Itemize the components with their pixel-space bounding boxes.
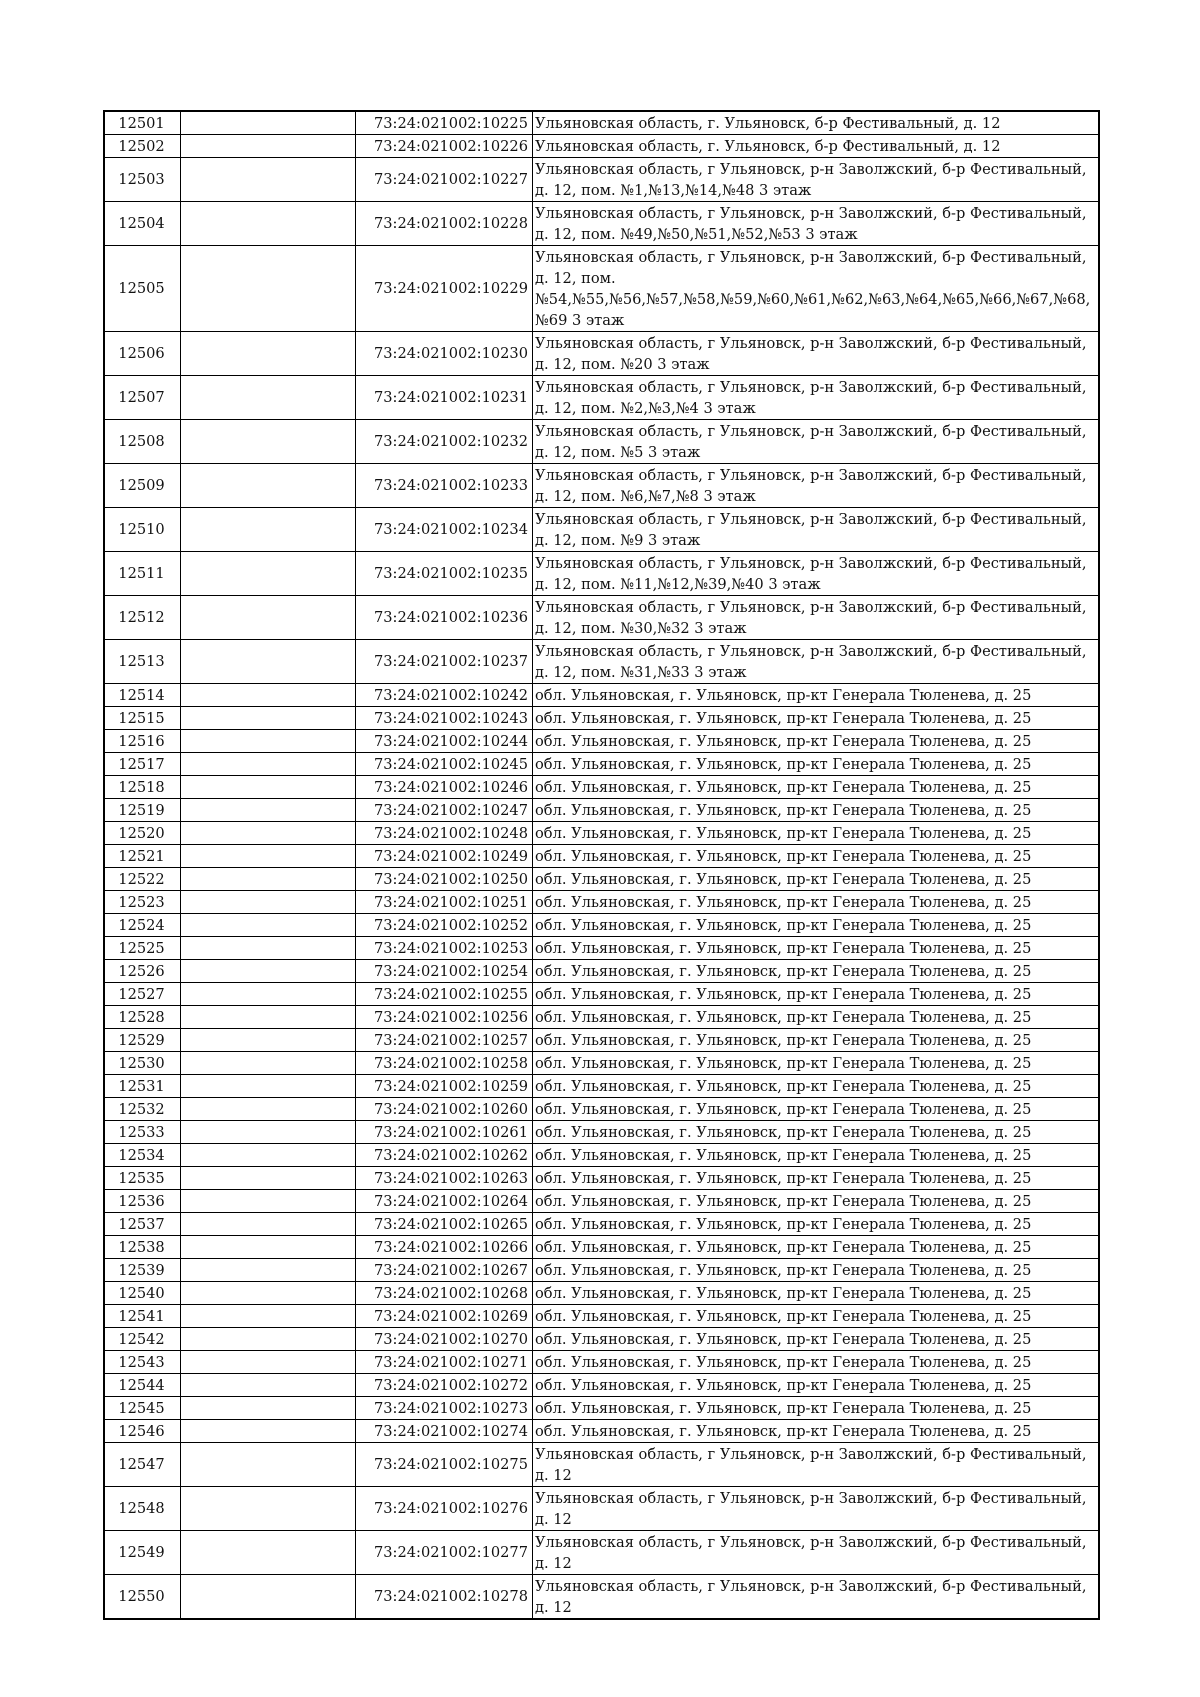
- cadastral-number: 73:24:021002:10259: [356, 1075, 533, 1098]
- table-row: [104, 158, 1099, 202]
- table-row: [104, 1351, 1099, 1374]
- cadastral-number: 73:24:021002:10265: [356, 1213, 533, 1236]
- row-number: 12517: [104, 753, 181, 776]
- cadastral-number: 73:24:021002:10255: [356, 983, 533, 1006]
- cadastral-number: 73:24:021002:10274: [356, 1420, 533, 1443]
- address: Ульяновская область, г Ульяновск, р-н Заволжский, б-р Фестивальный, д. 12, пом. №30,№32 3 этаж: [533, 596, 1100, 640]
- row-blank-cell: [181, 1029, 356, 1052]
- table-row: [104, 1121, 1099, 1144]
- row-blank-cell: [181, 640, 356, 684]
- row-blank-cell: [181, 1167, 356, 1190]
- address: Ульяновская область, г Ульяновск, р-н Заволжский, б-р Фестивальный, д. 12, пом. №1,№13,№14,№48 3 этаж: [533, 158, 1100, 202]
- row-number: 12511: [104, 552, 181, 596]
- address: обл. Ульяновская, г. Ульяновск, пр-кт Генерала Тюленева, д. 25: [533, 960, 1100, 983]
- address: обл. Ульяновская, г. Ульяновск, пр-кт Генерала Тюленева, д. 25: [533, 1397, 1100, 1420]
- table-row: [104, 960, 1099, 983]
- row-blank-cell: [181, 1305, 356, 1328]
- row-blank-cell: [181, 135, 356, 158]
- row-blank-cell: [181, 730, 356, 753]
- row-number: 12548: [104, 1487, 181, 1531]
- cadastral-number: 73:24:021002:10236: [356, 596, 533, 640]
- row-number: 12542: [104, 1328, 181, 1351]
- row-number: 12504: [104, 202, 181, 246]
- row-blank-cell: [181, 1075, 356, 1098]
- cadastral-number: 73:24:021002:10277: [356, 1531, 533, 1575]
- cadastral-number: 73:24:021002:10272: [356, 1374, 533, 1397]
- cadastral-number: 73:24:021002:10247: [356, 799, 533, 822]
- address: Ульяновская область, г Ульяновск, р-н Заволжский, б-р Фестивальный, д. 12, пом. №49,№50,№51,№52,№53 3 этаж: [533, 202, 1100, 246]
- table-row: [104, 845, 1099, 868]
- row-number: 12541: [104, 1305, 181, 1328]
- row-blank-cell: [181, 1575, 356, 1620]
- address: Ульяновская область, г Ульяновск, р-н Заволжский, б-р Фестивальный, д. 12, пом. №54,№55,№56,№57,№58,№59,№60,№61,№62,№63,№64,№65,№66,№67,№68,№69 3 этаж: [533, 246, 1100, 332]
- row-blank-cell: [181, 799, 356, 822]
- address: Ульяновская область, г Ульяновск, р-н Заволжский, б-р Фестивальный, д. 12: [533, 1487, 1100, 1531]
- table-row: [104, 1236, 1099, 1259]
- table-row: [104, 707, 1099, 730]
- row-blank-cell: [181, 1374, 356, 1397]
- row-blank-cell: [181, 1098, 356, 1121]
- address: обл. Ульяновская, г. Ульяновск, пр-кт Генерала Тюленева, д. 25: [533, 753, 1100, 776]
- address: Ульяновская область, г Ульяновск, р-н Заволжский, б-р Фестивальный, д. 12: [533, 1531, 1100, 1575]
- registry-body: [104, 111, 1099, 1619]
- row-number: 12514: [104, 684, 181, 707]
- row-number: 12528: [104, 1006, 181, 1029]
- table-row: [104, 111, 1099, 135]
- address: Ульяновская область, г Ульяновск, р-н Заволжский, б-р Фестивальный, д. 12, пом. №6,№7,№8 3 этаж: [533, 464, 1100, 508]
- table-row: [104, 1213, 1099, 1236]
- row-blank-cell: [181, 845, 356, 868]
- cadastral-number: 73:24:021002:10266: [356, 1236, 533, 1259]
- row-number: 12550: [104, 1575, 181, 1620]
- table-row: [104, 135, 1099, 158]
- cadastral-number: 73:24:021002:10256: [356, 1006, 533, 1029]
- table-row: [104, 1282, 1099, 1305]
- row-blank-cell: [181, 1397, 356, 1420]
- row-blank-cell: [181, 1144, 356, 1167]
- table-row: [104, 730, 1099, 753]
- row-number: 12533: [104, 1121, 181, 1144]
- address: обл. Ульяновская, г. Ульяновск, пр-кт Генерала Тюленева, д. 25: [533, 1006, 1100, 1029]
- table-row: [104, 246, 1099, 332]
- cadastral-number: 73:24:021002:10234: [356, 508, 533, 552]
- address: обл. Ульяновская, г. Ульяновск, пр-кт Генерала Тюленева, д. 25: [533, 799, 1100, 822]
- address: обл. Ульяновская, г. Ульяновск, пр-кт Генерала Тюленева, д. 25: [533, 937, 1100, 960]
- row-blank-cell: [181, 332, 356, 376]
- row-number: 12549: [104, 1531, 181, 1575]
- row-number: 12536: [104, 1190, 181, 1213]
- cadastral-number: 73:24:021002:10233: [356, 464, 533, 508]
- address: обл. Ульяновская, г. Ульяновск, пр-кт Генерала Тюленева, д. 25: [533, 1213, 1100, 1236]
- address: обл. Ульяновская, г. Ульяновск, пр-кт Генерала Тюленева, д. 25: [533, 868, 1100, 891]
- table-row: [104, 1575, 1099, 1620]
- address: Ульяновская область, г Ульяновск, р-н Заволжский, б-р Фестивальный, д. 12, пом. №9 3 этаж: [533, 508, 1100, 552]
- table-row: [104, 1144, 1099, 1167]
- table-row: [104, 1487, 1099, 1531]
- row-blank-cell: [181, 1190, 356, 1213]
- table-row: [104, 1305, 1099, 1328]
- table-row: [104, 1443, 1099, 1487]
- table-row: [104, 508, 1099, 552]
- row-number: 12524: [104, 914, 181, 937]
- row-blank-cell: [181, 1121, 356, 1144]
- row-blank-cell: [181, 508, 356, 552]
- cadastral-number: 73:24:021002:10228: [356, 202, 533, 246]
- table-row: [104, 937, 1099, 960]
- row-number: 12534: [104, 1144, 181, 1167]
- table-row: [104, 1420, 1099, 1443]
- row-blank-cell: [181, 596, 356, 640]
- address: обл. Ульяновская, г. Ульяновск, пр-кт Генерала Тюленева, д. 25: [533, 1121, 1100, 1144]
- cadastral-number: 73:24:021002:10229: [356, 246, 533, 332]
- table-row: [104, 596, 1099, 640]
- cadastral-number: 73:24:021002:10278: [356, 1575, 533, 1620]
- address: Ульяновская область, г Ульяновск, р-н Заволжский, б-р Фестивальный, д. 12: [533, 1575, 1100, 1620]
- cadastral-number: 73:24:021002:10250: [356, 868, 533, 891]
- cadastral-number: 73:24:021002:10268: [356, 1282, 533, 1305]
- row-blank-cell: [181, 1052, 356, 1075]
- cadastral-number: 73:24:021002:10258: [356, 1052, 533, 1075]
- row-blank-cell: [181, 1259, 356, 1282]
- table-row: [104, 868, 1099, 891]
- cadastral-number: 73:24:021002:10271: [356, 1351, 533, 1374]
- table-row: [104, 202, 1099, 246]
- row-number: 12529: [104, 1029, 181, 1052]
- row-number: 12535: [104, 1167, 181, 1190]
- address: Ульяновская область, г Ульяновск, р-н Заволжский, б-р Фестивальный, д. 12, пом. №11,№12,№39,№40 3 этаж: [533, 552, 1100, 596]
- row-blank-cell: [181, 158, 356, 202]
- address: обл. Ульяновская, г. Ульяновск, пр-кт Генерала Тюленева, д. 25: [533, 1351, 1100, 1374]
- row-blank-cell: [181, 753, 356, 776]
- cadastral-number: 73:24:021002:10227: [356, 158, 533, 202]
- row-blank-cell: [181, 776, 356, 799]
- address: обл. Ульяновская, г. Ульяновск, пр-кт Генерала Тюленева, д. 25: [533, 1190, 1100, 1213]
- row-number: 12546: [104, 1420, 181, 1443]
- row-blank-cell: [181, 983, 356, 1006]
- row-number: 12545: [104, 1397, 181, 1420]
- cadastral-number: 73:24:021002:10248: [356, 822, 533, 845]
- cadastral-number: 73:24:021002:10245: [356, 753, 533, 776]
- address: Ульяновская область, г Ульяновск, р-н Заволжский, б-р Фестивальный, д. 12: [533, 1443, 1100, 1487]
- row-blank-cell: [181, 111, 356, 135]
- row-blank-cell: [181, 1351, 356, 1374]
- address: обл. Ульяновская, г. Ульяновск, пр-кт Генерала Тюленева, д. 25: [533, 822, 1100, 845]
- registry-table: [103, 110, 1100, 1620]
- row-number: 12509: [104, 464, 181, 508]
- row-number: 12503: [104, 158, 181, 202]
- row-number: 12518: [104, 776, 181, 799]
- cadastral-number: 73:24:021002:10273: [356, 1397, 533, 1420]
- cadastral-number: 73:24:021002:10262: [356, 1144, 533, 1167]
- table-row: [104, 891, 1099, 914]
- table-row: [104, 420, 1099, 464]
- row-blank-cell: [181, 552, 356, 596]
- row-blank-cell: [181, 1487, 356, 1531]
- table-row: [104, 332, 1099, 376]
- cadastral-number: 73:24:021002:10275: [356, 1443, 533, 1487]
- row-blank-cell: [181, 1282, 356, 1305]
- cadastral-number: 73:24:021002:10232: [356, 420, 533, 464]
- table-row: [104, 1075, 1099, 1098]
- cadastral-number: 73:24:021002:10244: [356, 730, 533, 753]
- row-blank-cell: [181, 1236, 356, 1259]
- address: обл. Ульяновская, г. Ульяновск, пр-кт Генерала Тюленева, д. 25: [533, 1098, 1100, 1121]
- cadastral-number: 73:24:021002:10269: [356, 1305, 533, 1328]
- row-blank-cell: [181, 1006, 356, 1029]
- cadastral-number: 73:24:021002:10270: [356, 1328, 533, 1351]
- row-number: 12522: [104, 868, 181, 891]
- row-number: 12525: [104, 937, 181, 960]
- table-row: [104, 776, 1099, 799]
- row-blank-cell: [181, 202, 356, 246]
- table-row: [104, 1006, 1099, 1029]
- table-row: [104, 914, 1099, 937]
- table-row: [104, 1098, 1099, 1121]
- row-number: 12510: [104, 508, 181, 552]
- cadastral-number: 73:24:021002:10254: [356, 960, 533, 983]
- row-blank-cell: [181, 1213, 356, 1236]
- cadastral-number: 73:24:021002:10264: [356, 1190, 533, 1213]
- row-number: 12502: [104, 135, 181, 158]
- cadastral-number: 73:24:021002:10252: [356, 914, 533, 937]
- cadastral-number: 73:24:021002:10276: [356, 1487, 533, 1531]
- row-blank-cell: [181, 960, 356, 983]
- address: Ульяновская область, г. Ульяновск, б-р Фестивальный, д. 12: [533, 135, 1100, 158]
- address: обл. Ульяновская, г. Ульяновск, пр-кт Генерала Тюленева, д. 25: [533, 776, 1100, 799]
- address: обл. Ульяновская, г. Ульяновск, пр-кт Генерала Тюленева, д. 25: [533, 1236, 1100, 1259]
- cadastral-number: 73:24:021002:10230: [356, 332, 533, 376]
- row-number: 12523: [104, 891, 181, 914]
- address: обл. Ульяновская, г. Ульяновск, пр-кт Генерала Тюленева, д. 25: [533, 1167, 1100, 1190]
- row-blank-cell: [181, 937, 356, 960]
- address: Ульяновская область, г Ульяновск, р-н Заволжский, б-р Фестивальный, д. 12, пом. №20 3 этаж: [533, 332, 1100, 376]
- cadastral-number: 73:24:021002:10260: [356, 1098, 533, 1121]
- row-number: 12526: [104, 960, 181, 983]
- row-blank-cell: [181, 1531, 356, 1575]
- table-row: [104, 1328, 1099, 1351]
- row-number: 12520: [104, 822, 181, 845]
- address: обл. Ульяновская, г. Ульяновск, пр-кт Генерала Тюленева, д. 25: [533, 891, 1100, 914]
- row-number: 12515: [104, 707, 181, 730]
- table-row: [104, 464, 1099, 508]
- address: обл. Ульяновская, г. Ульяновск, пр-кт Генерала Тюленева, д. 25: [533, 1328, 1100, 1351]
- row-blank-cell: [181, 376, 356, 420]
- row-number: 12532: [104, 1098, 181, 1121]
- row-number: 12538: [104, 1236, 181, 1259]
- row-number: 12516: [104, 730, 181, 753]
- table-row: [104, 799, 1099, 822]
- row-blank-cell: [181, 684, 356, 707]
- address: обл. Ульяновская, г. Ульяновск, пр-кт Генерала Тюленева, д. 25: [533, 684, 1100, 707]
- row-number: 12506: [104, 332, 181, 376]
- table-row: [104, 1029, 1099, 1052]
- address: обл. Ульяновская, г. Ульяновск, пр-кт Генерала Тюленева, д. 25: [533, 1144, 1100, 1167]
- address: обл. Ульяновская, г. Ульяновск, пр-кт Генерала Тюленева, д. 25: [533, 1420, 1100, 1443]
- table-row: [104, 1397, 1099, 1420]
- address: обл. Ульяновская, г. Ульяновск, пр-кт Генерала Тюленева, д. 25: [533, 845, 1100, 868]
- row-blank-cell: [181, 464, 356, 508]
- table-row: [104, 1167, 1099, 1190]
- row-number: 12544: [104, 1374, 181, 1397]
- address: обл. Ульяновская, г. Ульяновск, пр-кт Генерала Тюленева, д. 25: [533, 1374, 1100, 1397]
- address: Ульяновская область, г Ульяновск, р-н Заволжский, б-р Фестивальный, д. 12, пом. №5 3 этаж: [533, 420, 1100, 464]
- row-blank-cell: [181, 1420, 356, 1443]
- row-number: 12543: [104, 1351, 181, 1374]
- row-number: 12521: [104, 845, 181, 868]
- table-row: [104, 753, 1099, 776]
- row-number: 12540: [104, 1282, 181, 1305]
- address: обл. Ульяновская, г. Ульяновск, пр-кт Генерала Тюленева, д. 25: [533, 730, 1100, 753]
- cadastral-number: 73:24:021002:10243: [356, 707, 533, 730]
- table-row: [104, 376, 1099, 420]
- address: обл. Ульяновская, г. Ульяновск, пр-кт Генерала Тюленева, д. 25: [533, 1305, 1100, 1328]
- row-number: 12547: [104, 1443, 181, 1487]
- row-number: 12501: [104, 111, 181, 135]
- table-row: [104, 552, 1099, 596]
- cadastral-number: 73:24:021002:10225: [356, 111, 533, 135]
- table-row: [104, 640, 1099, 684]
- address: обл. Ульяновская, г. Ульяновск, пр-кт Генерала Тюленева, д. 25: [533, 1282, 1100, 1305]
- cadastral-number: 73:24:021002:10251: [356, 891, 533, 914]
- row-number: 12512: [104, 596, 181, 640]
- cadastral-number: 73:24:021002:10261: [356, 1121, 533, 1144]
- row-blank-cell: [181, 891, 356, 914]
- address: обл. Ульяновская, г. Ульяновск, пр-кт Генерала Тюленева, д. 25: [533, 983, 1100, 1006]
- cadastral-number: 73:24:021002:10263: [356, 1167, 533, 1190]
- cadastral-number: 73:24:021002:10249: [356, 845, 533, 868]
- row-blank-cell: [181, 1443, 356, 1487]
- table-row: [104, 684, 1099, 707]
- cadastral-number: 73:24:021002:10257: [356, 1029, 533, 1052]
- address: обл. Ульяновская, г. Ульяновск, пр-кт Генерала Тюленева, д. 25: [533, 1052, 1100, 1075]
- table-row: [104, 983, 1099, 1006]
- row-number: 12531: [104, 1075, 181, 1098]
- cadastral-number: 73:24:021002:10237: [356, 640, 533, 684]
- cadastral-number: 73:24:021002:10235: [356, 552, 533, 596]
- table-row: [104, 1259, 1099, 1282]
- address: Ульяновская область, г Ульяновск, р-н Заволжский, б-р Фестивальный, д. 12, пом. №2,№3,№4 3 этаж: [533, 376, 1100, 420]
- address: обл. Ульяновская, г. Ульяновск, пр-кт Генерала Тюленева, д. 25: [533, 1259, 1100, 1282]
- table-row: [104, 1190, 1099, 1213]
- cadastral-number: 73:24:021002:10231: [356, 376, 533, 420]
- row-number: 12537: [104, 1213, 181, 1236]
- row-number: 12508: [104, 420, 181, 464]
- address: Ульяновская область, г Ульяновск, р-н Заволжский, б-р Фестивальный, д. 12, пом. №31,№33 3 этаж: [533, 640, 1100, 684]
- row-blank-cell: [181, 868, 356, 891]
- row-blank-cell: [181, 1328, 356, 1351]
- row-blank-cell: [181, 822, 356, 845]
- cadastral-number: 73:24:021002:10226: [356, 135, 533, 158]
- table-row: [104, 1374, 1099, 1397]
- cadastral-number: 73:24:021002:10267: [356, 1259, 533, 1282]
- row-number: 12505: [104, 246, 181, 332]
- address: обл. Ульяновская, г. Ульяновск, пр-кт Генерала Тюленева, д. 25: [533, 1029, 1100, 1052]
- cadastral-number: 73:24:021002:10246: [356, 776, 533, 799]
- row-blank-cell: [181, 420, 356, 464]
- cadastral-number: 73:24:021002:10253: [356, 937, 533, 960]
- row-number: 12539: [104, 1259, 181, 1282]
- table-row: [104, 822, 1099, 845]
- row-number: 12513: [104, 640, 181, 684]
- address: Ульяновская область, г. Ульяновск, б-р Фестивальный, д. 12: [533, 111, 1100, 135]
- row-blank-cell: [181, 246, 356, 332]
- address: обл. Ульяновская, г. Ульяновск, пр-кт Генерала Тюленева, д. 25: [533, 707, 1100, 730]
- row-blank-cell: [181, 707, 356, 730]
- row-number: 12527: [104, 983, 181, 1006]
- row-number: 12519: [104, 799, 181, 822]
- row-number: 12530: [104, 1052, 181, 1075]
- table-row: [104, 1531, 1099, 1575]
- address: обл. Ульяновская, г. Ульяновск, пр-кт Генерала Тюленева, д. 25: [533, 914, 1100, 937]
- row-blank-cell: [181, 914, 356, 937]
- row-number: 12507: [104, 376, 181, 420]
- cadastral-number: 73:24:021002:10242: [356, 684, 533, 707]
- address: обл. Ульяновская, г. Ульяновск, пр-кт Генерала Тюленева, д. 25: [533, 1075, 1100, 1098]
- table-row: [104, 1052, 1099, 1075]
